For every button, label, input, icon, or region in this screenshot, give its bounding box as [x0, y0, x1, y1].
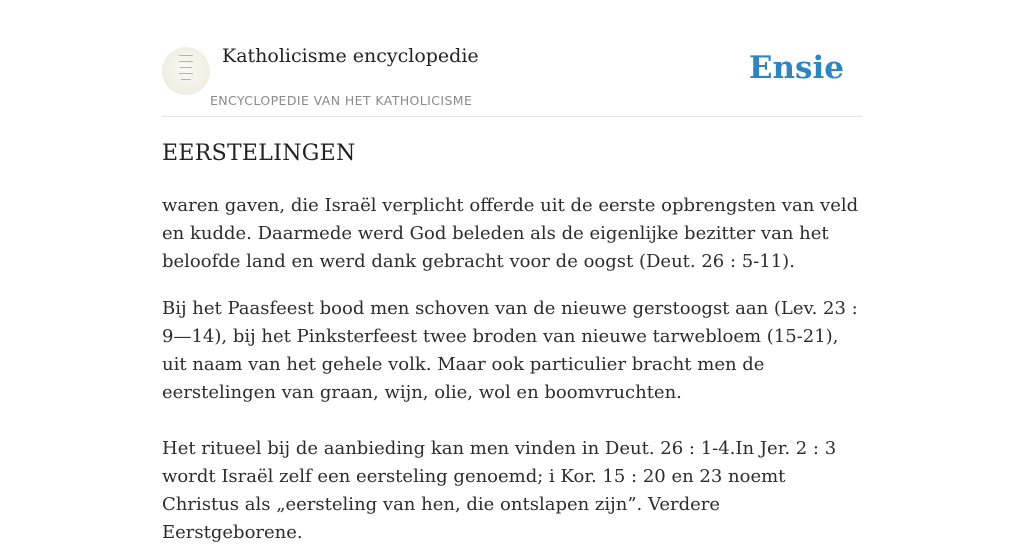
site-subtitle: ENCYCLOPEDIE VAN HET KATHOLICISME	[210, 93, 473, 108]
book-cover-thumbnail-icon[interactable]	[162, 47, 210, 95]
article-paragraph: Het ritueel bij de aanbieding kan men vinden in Deut. 26 : 1-4.In Jer. 2 : 3 wordt Israël zelf een eersteling genoemd; i Kor. 15 : 20 en 23 noemt Christus als „eersteling van hen, die ontslapen zijn”. Verdere Eerstgeborene.	[162, 438, 837, 543]
article-headword: EERSTELINGEN	[162, 141, 356, 166]
site-header	[162, 0, 862, 117]
page	[162, 0, 862, 543]
ensie-logo[interactable]: Ensie	[748, 50, 844, 86]
site-title[interactable]: Katholicisme encyclopedie	[222, 45, 479, 67]
article-body	[162, 192, 862, 547]
article-paragraph: waren gaven, die Israël verplicht offerde uit de eerste opbrengsten van veld en kudde. Daarmede werd God beleden als de eigenlijke bezitter van het beloofde land en werd dank gebracht voor de oogst (Deut. 26 : 5-11).	[162, 195, 859, 272]
article-paragraph: Bij het Paasfeest bood men schoven van de nieuwe gerstoogst aan (Lev. 23 : 9—14), bij het Pinksterfeest twee broden van nieuwe tarwebloem (15-21), uit naam van het gehele volk. Maar ook particulier bracht men de eerstelingen van graan, wijn, olie, wol en boomvruchten.	[162, 298, 858, 403]
